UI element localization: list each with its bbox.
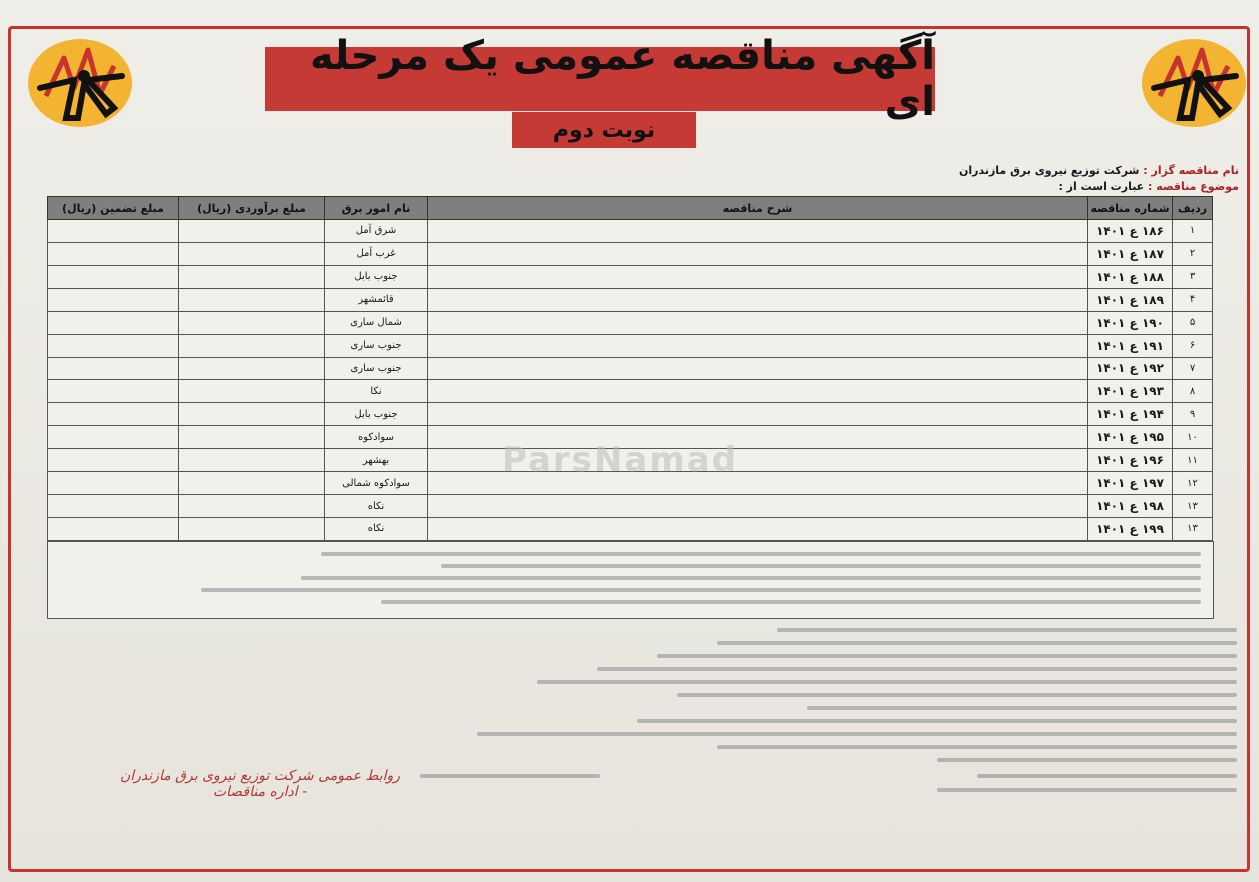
watermark: ParsNamad <box>501 440 739 480</box>
area-cell: سوادکوه شمالی <box>325 472 428 495</box>
row-number-cell: ۳ <box>1173 265 1213 288</box>
area-cell: غرب آمل <box>325 242 428 265</box>
guarantee-cell <box>48 495 179 518</box>
row-number-cell: ۴ <box>1173 288 1213 311</box>
organizer-line <box>819 164 1239 177</box>
guarantee-cell <box>48 517 179 540</box>
guarantee-cell <box>48 220 179 243</box>
description-cell <box>428 517 1088 540</box>
power-company-logo-right <box>1140 36 1248 130</box>
area-cell: شرق آمل <box>325 220 428 243</box>
description-cell <box>428 288 1088 311</box>
col-header-estimate: مبلغ برآوردی (ریال) <box>179 197 325 220</box>
tender-number-cell: ۱۹۷ ع ۱۴۰۱ <box>1088 472 1173 495</box>
tender-number-cell: ۱۹۲ ع ۱۴۰۱ <box>1088 357 1173 380</box>
estimate-cell <box>179 403 325 426</box>
table-row <box>48 357 1213 380</box>
description-cell <box>428 403 1088 426</box>
guarantee-cell <box>48 288 179 311</box>
organizer-label: نام مناقصه گزار : <box>1143 164 1239 177</box>
col-header-area: نام امور برق <box>325 197 428 220</box>
area-cell: بهشهر <box>325 449 428 472</box>
guarantee-cell <box>48 357 179 380</box>
estimate-cell <box>179 334 325 357</box>
tender-number-cell: ۱۹۶ ع ۱۴۰۱ <box>1088 449 1173 472</box>
table-row <box>48 334 1213 357</box>
tender-number-cell: ۱۹۵ ع ۱۴۰۱ <box>1088 426 1173 449</box>
estimate-cell <box>179 311 325 334</box>
estimate-cell <box>179 426 325 449</box>
tender-number-cell: ۱۹۸ ع ۱۴۰۱ <box>1088 495 1173 518</box>
description-cell <box>428 242 1088 265</box>
area-cell: جنوب ساری <box>325 334 428 357</box>
subject-label: موضوع مناقصه : <box>1148 180 1239 193</box>
guarantee-cell <box>48 403 179 426</box>
row-number-cell: ۸ <box>1173 380 1213 403</box>
row-number-cell: ۶ <box>1173 334 1213 357</box>
area-cell: قائمشهر <box>325 288 428 311</box>
col-header-guarantee: مبلغ تضمین (ریال) <box>48 197 179 220</box>
row-number-cell: ۷ <box>1173 357 1213 380</box>
page-subtitle: نوبت دوم <box>512 112 696 148</box>
guarantee-cell <box>48 242 179 265</box>
estimate-cell <box>179 288 325 311</box>
estimate-cell <box>179 220 325 243</box>
table-row <box>48 288 1213 311</box>
col-header-desc: شرح مناقصه <box>428 197 1088 220</box>
description-cell <box>428 380 1088 403</box>
description-cell <box>428 265 1088 288</box>
subject-value: عبارت است از : <box>1058 180 1145 193</box>
row-number-cell: ۱ <box>1173 220 1213 243</box>
estimate-cell <box>179 265 325 288</box>
area-cell: جنوب ساری <box>325 357 428 380</box>
tender-number-cell: ۱۹۴ ع ۱۴۰۱ <box>1088 403 1173 426</box>
table-row <box>48 265 1213 288</box>
guarantee-cell <box>48 334 179 357</box>
area-cell: نکا <box>325 380 428 403</box>
area-cell: نکاه <box>325 495 428 518</box>
row-number-cell: ۱۰ <box>1173 426 1213 449</box>
footer-signature: روابط عمومی شرکت توزیع نیروی برق مازندران - اداره مناقصات <box>120 768 400 800</box>
row-number-cell: ۹ <box>1173 403 1213 426</box>
col-header-tender: شماره مناقصه <box>1088 197 1173 220</box>
estimate-cell <box>179 380 325 403</box>
estimate-cell <box>179 517 325 540</box>
area-cell: جنوب بابل <box>325 265 428 288</box>
guarantee-cell <box>48 311 179 334</box>
table-row <box>48 220 1213 243</box>
description-cell <box>428 311 1088 334</box>
description-cell <box>428 334 1088 357</box>
description-cell <box>428 220 1088 243</box>
table-row <box>48 517 1213 540</box>
tender-number-cell: ۱۹۹ ع ۱۴۰۱ <box>1088 517 1173 540</box>
row-number-cell: ۲ <box>1173 242 1213 265</box>
tender-number-cell: ۱۹۰ ع ۱۴۰۱ <box>1088 311 1173 334</box>
area-cell: سوادکوه <box>325 426 428 449</box>
row-number-cell: ۵ <box>1173 311 1213 334</box>
row-number-cell: ۱۳ <box>1173 517 1213 540</box>
subject-line <box>819 180 1239 193</box>
description-cell <box>428 495 1088 518</box>
tender-number-cell: ۱۸۶ ع ۱۴۰۱ <box>1088 220 1173 243</box>
col-header-row: ردیف <box>1173 197 1213 220</box>
row-number-cell: ۱۲ <box>1173 472 1213 495</box>
table-row <box>48 242 1213 265</box>
area-cell: شمال ساری <box>325 311 428 334</box>
page-title: آگهی مناقصه عمومی یک مرحله ای <box>265 47 935 111</box>
table-row <box>48 495 1213 518</box>
table-header-row <box>48 197 1213 220</box>
power-company-logo <box>26 36 134 130</box>
guarantee-cell <box>48 265 179 288</box>
estimate-cell <box>179 495 325 518</box>
row-number-cell: ۱۱ <box>1173 449 1213 472</box>
estimate-cell <box>179 242 325 265</box>
table-row <box>48 380 1213 403</box>
guarantee-cell <box>48 449 179 472</box>
estimate-cell <box>179 357 325 380</box>
tender-table <box>47 196 1213 541</box>
description-cell <box>428 357 1088 380</box>
tender-number-cell: ۱۹۱ ع ۱۴۰۱ <box>1088 334 1173 357</box>
row-number-cell: ۱۳ <box>1173 495 1213 518</box>
guarantee-cell <box>48 426 179 449</box>
estimate-cell <box>179 449 325 472</box>
tender-number-cell: ۱۸۸ ع ۱۴۰۱ <box>1088 265 1173 288</box>
tender-number-cell: ۱۹۳ ع ۱۴۰۱ <box>1088 380 1173 403</box>
tender-number-cell: ۱۸۷ ع ۱۴۰۱ <box>1088 242 1173 265</box>
organizer-value: شرکت توزیع نیروی برق مازندران <box>958 164 1140 177</box>
estimate-cell <box>179 472 325 495</box>
area-cell: نکاه <box>325 517 428 540</box>
table-row <box>48 311 1213 334</box>
tender-number-cell: ۱۸۹ ع ۱۴۰۱ <box>1088 288 1173 311</box>
table-row <box>48 403 1213 426</box>
guarantee-cell <box>48 472 179 495</box>
area-cell: جنوب بابل <box>325 403 428 426</box>
conditions-notes <box>47 541 1214 619</box>
guarantee-cell <box>48 380 179 403</box>
